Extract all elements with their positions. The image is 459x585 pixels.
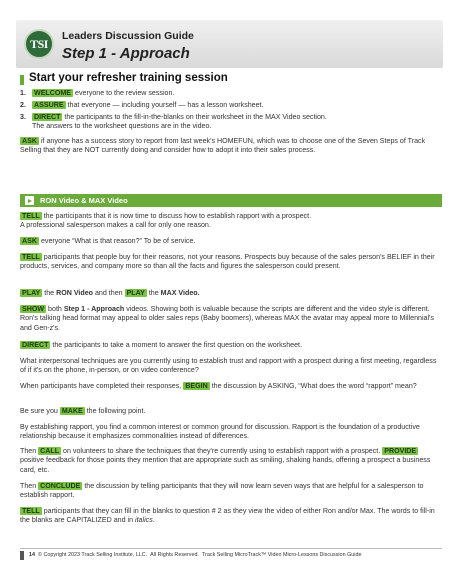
keyword: SHOW <box>22 305 45 313</box>
page-number: 14 <box>29 552 35 558</box>
keyword: WELCOME <box>34 89 72 97</box>
page-footer: 14 © Copyright 2023 Track Selling Institute, LLC. All Rights Reserved. Track Selling MicroTrack™ Video Micro-Lessons Discussion Guide <box>20 548 442 559</box>
paragraph-ask-reason: ASK everyone “What is that reason?” To be of service. <box>22 237 196 245</box>
paragraph-show-videos: SHOW both Step 1 - Approach videos. Showing both is valuable because the scripts are different and the video style is different. Ron's talking head format may appeal to older sales reps (Baby boomers), whereas MAX the avatar may appeal more to Millennial's and Gen-z's. <box>20 305 434 332</box>
step-title: Step 1 - Approach <box>62 45 190 62</box>
keyword: CONCLUDE <box>40 482 81 490</box>
paragraph-conclude: Then CONCLUDE the discussion by telling participants that they will now learn seven ways that are helpful for a salesperson to establish rapport. <box>20 482 424 500</box>
keyword: CALL <box>40 447 60 455</box>
keyword: TELL <box>22 212 40 220</box>
logo-text: TSI <box>30 36 48 51</box>
paragraph-question-one: What interpersonal techniques are you currently using to establish trust and rapport with a prospect during a first meeting, regardless of if it's on the phone, in-person, or on video conference? <box>20 357 437 375</box>
section-title: Start your refresher training session <box>29 72 228 84</box>
paragraph-tell-rapport: TELL the participants that it is now time to discuss how to establish rapport with a prospect. A professional salesperson makes a call for only one reason. <box>20 212 312 230</box>
step-item-3: 3. DIRECT the participants to the fill-in-the-blanks on their worksheet in the MAX Video section. The answers to the worksheet questions are in the video. <box>20 113 327 131</box>
keyword: TELL <box>22 507 40 515</box>
footer-marker <box>20 551 24 560</box>
document-name: Track Selling MicroTrack™ Video Micro-Lessons Discussion Guide <box>202 552 362 558</box>
step-item-2: 2. ASSURE that everyone — including yourself — has a lesson worksheet. <box>20 101 264 109</box>
paragraph-rapport-definition: By establishing rapport, you find a common interest or common ground for discussion. Rapport is the foundation of a productive relationship because it emphasizes commonalities instead of differences. <box>20 423 420 441</box>
keyword: PLAY <box>126 289 145 297</box>
keyword: ASK <box>22 237 37 245</box>
keyword: PLAY <box>22 289 41 297</box>
paragraph-make-point: Be sure you MAKE the following point. <box>20 407 146 415</box>
keyword: MAKE <box>61 407 83 415</box>
paragraph-play-videos: PLAY the RON Video and then PLAY the MAX Video. <box>22 289 200 297</box>
paragraph-call-volunteers: Then CALL on volunteers to share the techniques that they're currently using to establish rapport with a prospect. PROVIDE positive feedback for those points they mention that are appropriate such as smiling, shaking hands, offering a prospect a business card, etc. <box>20 447 431 474</box>
paragraph-direct-question: DIRECT the participants to take a moment to answer the first question on the worksheet. <box>22 341 302 349</box>
paragraph-begin-discussion: When participants have completed their responses, BEGIN the discussion by ASKING, “What does the word “rapport” mean? <box>20 382 417 390</box>
keyword: DIRECT <box>34 113 61 121</box>
keyword: TELL <box>22 253 40 261</box>
keyword: PROVIDE <box>384 447 417 455</box>
paragraph-tell-belief: TELL participants that people buy for their reasons, not your reasons. Prospects buy because of the sales person's BELIEF in their products, services, and company more so than all the facts and figures the salesperson could present. <box>20 253 435 271</box>
play-icon <box>25 196 34 205</box>
tsi-logo <box>24 29 54 59</box>
paragraph-tell-fill-in: TELL participants that they can fill in the blanks to question # 2 as they view the video of either Ron and/or Max. The words to fill-in the blanks are CAPITALIZED and in italics. <box>20 507 435 525</box>
ask-paragraph: ASK if anyone has a success story to report from last week's HOMEFUN, which was to choose one of the Seven Steps of Track Selling that they are NOT currently doing and consider how to adopt it into their sales process. <box>20 137 426 155</box>
keyword: DIRECT <box>22 341 49 349</box>
guide-title: Leaders Discussion Guide <box>62 30 194 42</box>
keyword: BEGIN <box>185 382 208 390</box>
copyright: © Copyright 2023 Track Selling Institute, LLC. <box>38 552 148 558</box>
keyword: ASSURE <box>34 101 64 109</box>
section-marker-icon <box>20 75 24 85</box>
step-item-1: 1. WELCOME everyone to the review session. <box>20 89 175 97</box>
keyword: ASK <box>22 137 37 145</box>
video-section-banner: RON Video & MAX Video <box>20 194 442 207</box>
